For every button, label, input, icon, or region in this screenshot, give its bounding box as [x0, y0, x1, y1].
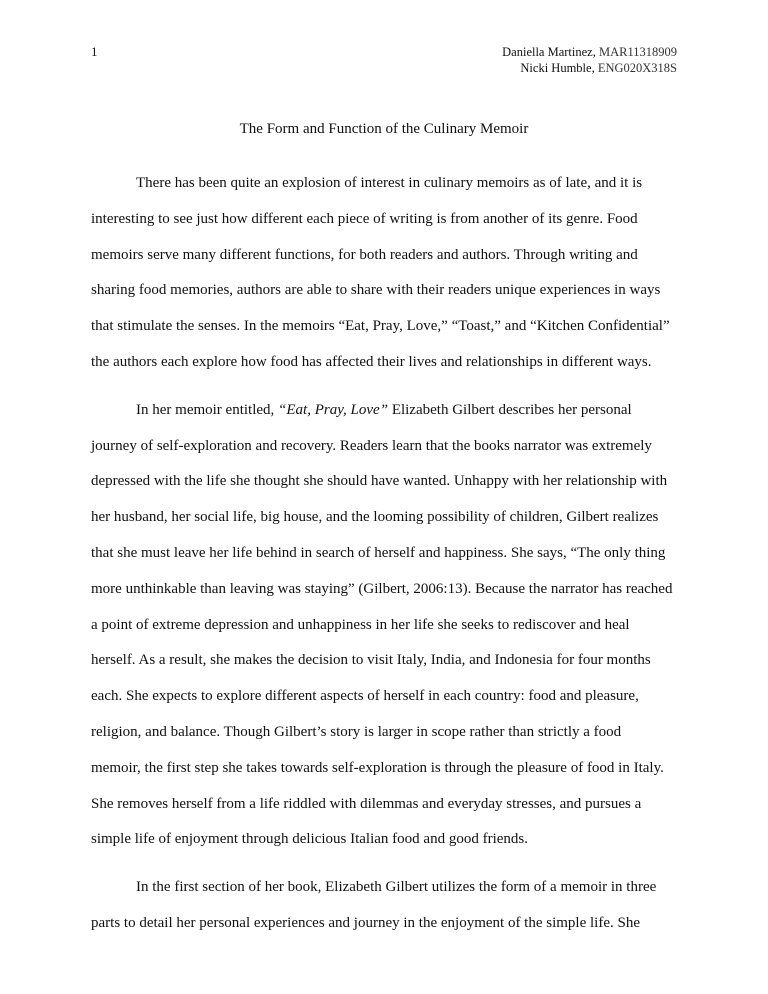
text-line: memoirs serve many different functions, for both readers and authors. Through writing and: [91, 246, 638, 263]
body-text: [91, 166, 681, 942]
text-line: more unthinkable than leaving was staying” (Gilbert, 2006:13). Because the narrator has reached: [91, 580, 673, 597]
text-line: [91, 393, 681, 429]
author-2-code: ENG020X318S: [597, 61, 677, 75]
document-title: The Form and Function of the Culinary Memoir: [239, 121, 529, 137]
text-line: journey of self-exploration and recovery. Readers learn that the books narrator was extremely: [91, 437, 652, 454]
text-line: interesting to see just how different each piece of writing is from another of its genre. Food: [91, 210, 638, 227]
text-line: depressed with the life she thought she should have wanted. Unhappy with her relationship with: [91, 473, 668, 490]
header-authors: [502, 44, 677, 76]
author-2-name: Nicki Humble,: [520, 61, 598, 75]
paragraph-2: [91, 393, 681, 858]
text-segment: Elizabeth Gilbert describes her personal: [388, 401, 632, 418]
text-line: that she must leave her life behind in search of herself and happiness. She says, “The only thing: [91, 544, 666, 561]
paragraph-1: [91, 166, 681, 381]
author-1-name: Daniella Martinez,: [502, 45, 599, 59]
text-line: She removes herself from a life riddled with dilemmas and everyday stresses, and pursues a: [91, 795, 642, 812]
text-line: simple life of enjoyment through delicious Italian food and good friends.: [91, 831, 528, 848]
text-line: In the first section of her book, Elizabeth Gilbert utilizes the form of a memoir in three: [136, 879, 657, 896]
text-line: memoir, the first step she takes towards self-exploration is through the pleasure of food in Italy.: [91, 759, 664, 776]
text-line: parts to detail her personal experiences and journey in the enjoyment of the simple life. She: [91, 914, 640, 931]
text-line: that stimulate the senses. In the memoirs “Eat, Pray, Love,” “Toast,” and “Kitchen Confidential”: [91, 318, 670, 335]
italic-book-title: “Eat, Pray, Love”: [278, 401, 389, 418]
paragraph-gap: [91, 858, 681, 870]
paragraph-gap: [91, 381, 681, 393]
paragraph-3: [91, 870, 681, 942]
author-line-2: [502, 60, 677, 76]
text-line: each. She expects to explore different aspects of herself in each country: food and pleasure,: [91, 688, 639, 705]
page-number: 1: [91, 44, 98, 59]
text-line: There has been quite an explosion of interest in culinary memoirs as of late, and it is: [136, 175, 643, 191]
text-line: the authors each explore how food has affected their lives and relationships in different ways.: [91, 353, 652, 370]
author-line-1: [502, 44, 677, 60]
author-1-code: MAR11318909: [598, 45, 677, 59]
text-line: religion, and balance. Though Gilbert’s story is larger in scope rather than strictly a food: [91, 723, 622, 740]
text-line: her husband, her social life, big house, and the looming possibility of children, Gilbert realizes: [91, 509, 659, 526]
text-line: herself. As a result, she makes the decision to visit Italy, India, and Indonesia for four months: [91, 652, 651, 669]
text-segment: In her memoir entitled,: [136, 401, 279, 418]
text-line: sharing food memories, authors are able to share with their readers unique experiences in ways: [91, 282, 661, 299]
text-line: a point of extreme depression and unhappiness in her life she seeks to rediscover and heal: [91, 616, 630, 633]
